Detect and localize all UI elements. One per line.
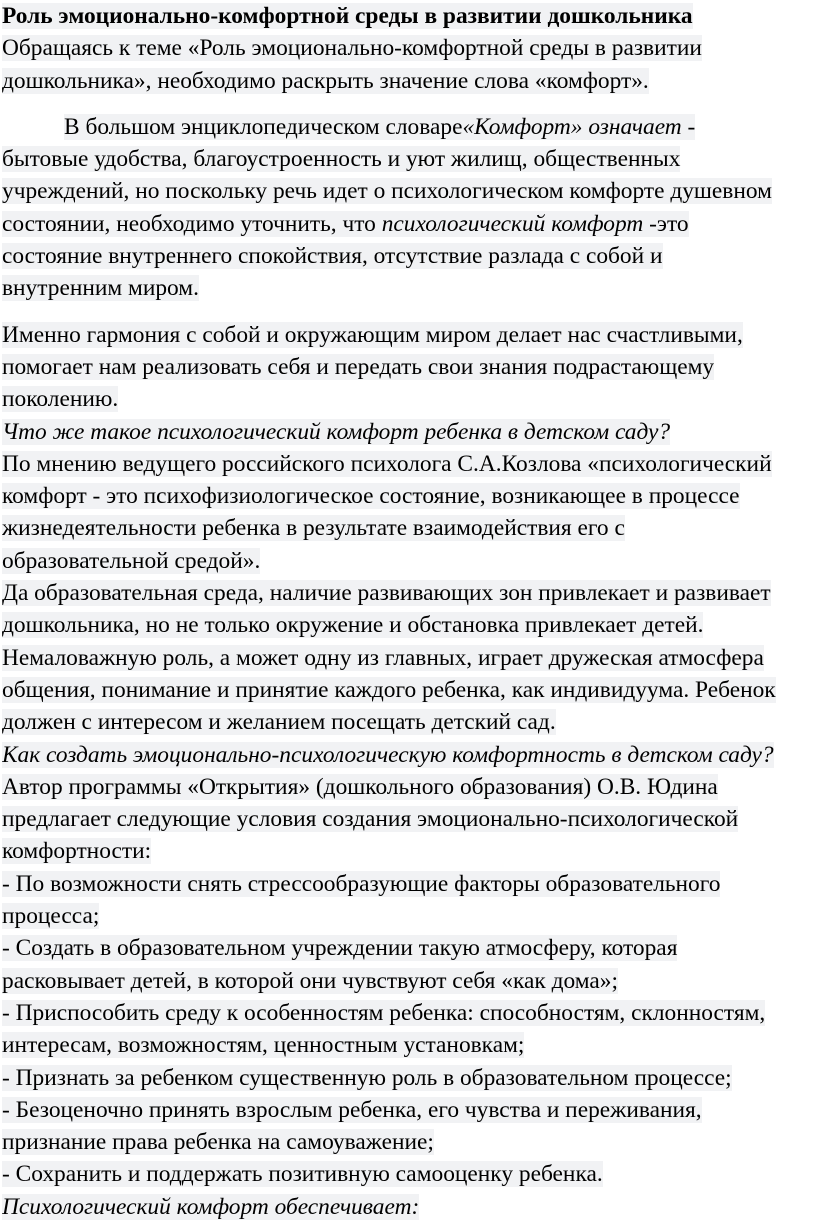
kozlov-line: жизнедеятельности ребенка в результате взаимодействия его с (2, 515, 625, 542)
definition-line: внутренним миром. (2, 275, 199, 302)
question-heading: Как создать эмоционально-психологическую комфортность в детском саду? (2, 741, 774, 768)
paragraph-gap (2, 305, 816, 319)
environment-line: Да образовательная среда, наличие развивающих зон привлекает и развивает (2, 580, 771, 607)
condition-item: расковывает детей, в которой они чувствуют себя «как дома»; (2, 967, 618, 994)
title-text: Роль эмоционально-комфортной среды в развитии дошкольника (2, 3, 693, 29)
document-title (2, 0, 816, 32)
harmony-line: Именно гармония с собой и окружающим миром делает нас счастливыми, (2, 321, 743, 348)
condition-item: - Приспособить среду к особенностям ребенка: способностям, склонностям, (2, 999, 766, 1026)
definition-line: состоянии, необходимо уточнить, что психологический комфорт -это (2, 210, 689, 237)
kozlov-line: комфорт - это психофизиологическое состояние, возникающее в процессе (2, 483, 740, 510)
paragraph-gap (2, 97, 816, 111)
condition-item: интересам, возможностям, ценностным установкам; (2, 1032, 525, 1059)
definition-line: В большом энциклопедическом словаре«Комфорт» означает - (64, 113, 696, 140)
question-heading: Психологический комфорт обеспечивает: (2, 1193, 420, 1220)
conditions-line: предлагает следующие условия создания эмоционально-психологической (2, 806, 739, 833)
question-heading: Что же такое психологический комфорт ребенка в детском саду? (2, 418, 671, 445)
condition-item: - По возможности снять стрессообразующие факторы образовательного (2, 870, 721, 897)
environment-line: должен с интересом и желанием посещать детский сад. (2, 709, 556, 736)
condition-item: - Создать в образовательном учреждении такую атмосферу, которая (2, 935, 678, 962)
environment-line: общения, понимание и принятие каждого ребенка, как индивидуума. Ребенок (2, 676, 776, 703)
conditions-line: Автор программы «Открытия» (дошкольного образования) О.В. Юдина (2, 773, 718, 800)
condition-item: - Безоценочно принять взрослым ребенка, его чувства и переживания, (2, 1096, 702, 1123)
condition-item: процесса; (2, 903, 100, 930)
definition-line: состояние внутреннего спокойствия, отсутствие разлада с собой и (2, 243, 663, 270)
intro-line: Обращаясь к теме «Роль эмоционально-комфортной среды в развитии (2, 35, 702, 62)
kozlov-line: образовательной средой». (2, 547, 261, 574)
definition-line: бытовые удобства, благоустроенность и уют жилищ, общественных (2, 146, 681, 173)
harmony-line: помогает нам реализовать себя и передать свои знания подрастающему (2, 353, 715, 380)
environment-line: дошкольника, но не только окружение и обстановка привлекает детей. (2, 612, 704, 639)
condition-item: - Признать за ребенком существенную роль в образовательном процессе; (2, 1064, 732, 1091)
kozlov-line: По мнению ведущего российского психолога С.А.Козлова «психологический (2, 450, 772, 477)
condition-item: - Сохранить и поддержать позитивную самооценку ребенка. (2, 1161, 603, 1188)
harmony-line: поколению. (2, 386, 119, 413)
environment-line: Немаловажную роль, а может одну из главных, играет дружеская атмосфера (2, 644, 764, 671)
condition-item: признание права ребенка на самоуважение; (2, 1129, 434, 1156)
conditions-line: комфортности: (2, 838, 152, 865)
intro-line: дошкольника», необходимо раскрыть значение слова «комфорт». (2, 67, 649, 94)
definition-line: учреждений, но поскольку речь идет о психологическом комфорте душевном (2, 178, 772, 205)
